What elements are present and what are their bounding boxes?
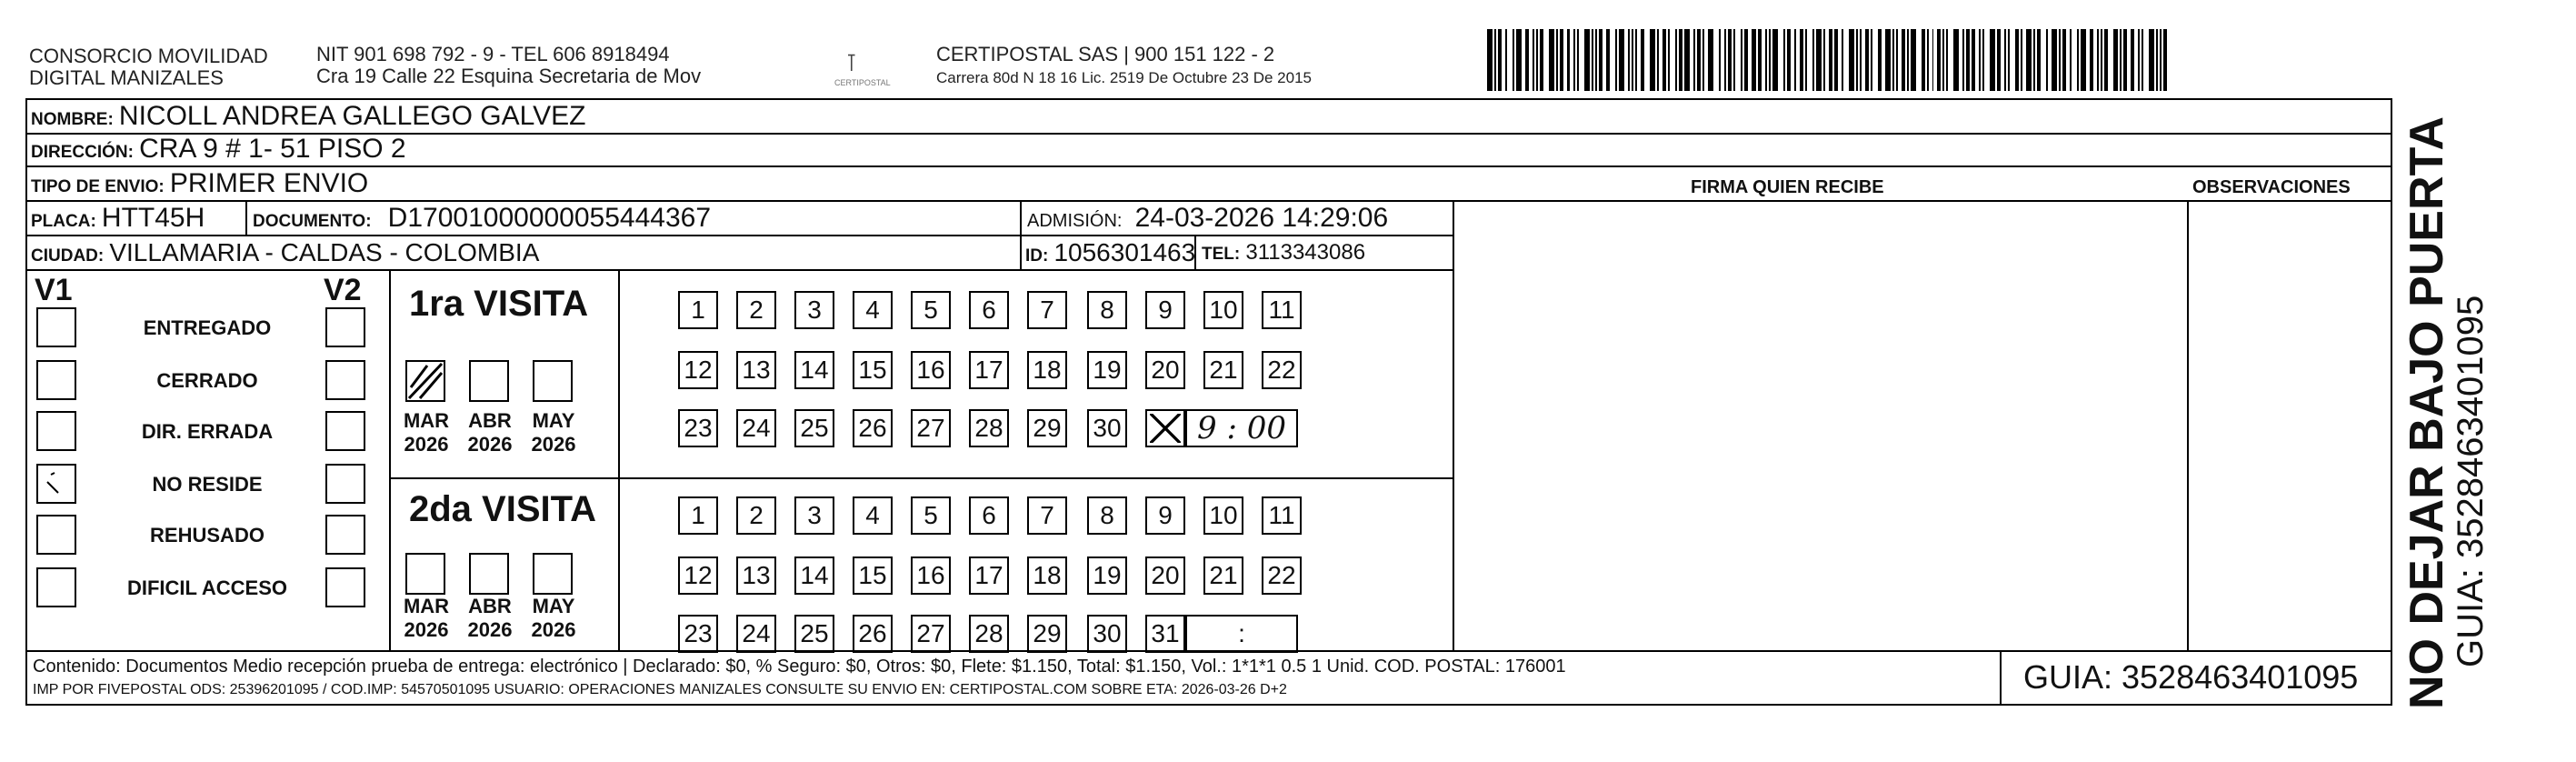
visit1-day-12[interactable]: 12: [678, 351, 718, 389]
visit1-day-3[interactable]: 3: [794, 291, 834, 329]
visit2-day-22[interactable]: 22: [1262, 556, 1302, 595]
visit1-day-20[interactable]: 20: [1145, 351, 1185, 389]
ciudad-field: [31, 238, 540, 267]
divider: [2000, 650, 2002, 705]
barcode-icon: [1487, 29, 2171, 91]
visit2-day-19[interactable]: 19: [1087, 556, 1127, 595]
divider: [389, 269, 391, 650]
footer-print-line: IMP POR FIVEPOSTAL ODS: 25396201095 / COD.IMP: 54570501095 USUARIO: OPERACIONES MANIZALES CONSULTE SU ENVIO EN: CERTIPOSTAL.COM SOBRE ETA: 2026-03-26 D+2: [33, 682, 1287, 697]
visit2-time-box[interactable]: :: [1185, 615, 1298, 653]
visit2-day-9[interactable]: 9: [1145, 496, 1185, 535]
tel-field: [1202, 242, 1365, 266]
visit2-day-29[interactable]: 29: [1027, 615, 1067, 653]
month-year: 2026: [531, 618, 576, 641]
documento-field: [253, 203, 712, 233]
visit2-day-31[interactable]: 31: [1145, 615, 1185, 653]
month-label: [460, 409, 520, 456]
v2-checkbox[interactable]: [325, 360, 365, 400]
nombre-label: NOMBRE:: [31, 110, 114, 129]
documento-value: D17001000000055444367: [387, 203, 712, 233]
visit2-day-3[interactable]: 3: [794, 496, 834, 535]
month-checkbox[interactable]: [405, 360, 445, 402]
month-checkbox[interactable]: [533, 360, 573, 402]
side-warning: [2400, 116, 2491, 709]
month-name: ABR: [468, 409, 512, 432]
visit1-day-10[interactable]: 10: [1203, 291, 1243, 329]
month-checkbox[interactable]: [469, 553, 509, 595]
id-field: [1025, 238, 1196, 267]
divider: [618, 269, 620, 650]
courier-license: Carrera 80d N 18 16 Lic. 2519 De Octubre 23 De 2015: [936, 69, 1312, 86]
tipo-envio-label: TIPO DE ENVIO:: [31, 177, 165, 196]
visit1-day-17[interactable]: 17: [969, 351, 1009, 389]
divider: [245, 200, 247, 235]
v1-checkbox[interactable]: [36, 464, 76, 504]
visit2-day-8[interactable]: 8: [1087, 496, 1127, 535]
visit1-day-19[interactable]: 19: [1087, 351, 1127, 389]
visit1-day-22[interactable]: 22: [1262, 351, 1302, 389]
placa-value: HTT45H: [101, 203, 205, 233]
placa-label: PLACA:: [31, 212, 96, 231]
direccion-value: CRA 9 # 1- 51 PISO 2: [139, 134, 406, 164]
month-label: [396, 595, 456, 642]
status-label: NO RESIDE: [152, 473, 263, 496]
id-label: ID:: [1025, 246, 1049, 266]
status-label: REHUSADO: [150, 524, 265, 546]
admision-field: [1027, 203, 1389, 233]
status-label: ENTREGADO: [143, 316, 272, 339]
v1-checkbox[interactable]: [36, 567, 76, 607]
visit1-day-2[interactable]: 2: [736, 291, 776, 329]
divider: [1453, 200, 1454, 650]
status-label: DIFICIL ACCESO: [126, 577, 287, 599]
placa-field: [31, 203, 205, 233]
divider: [389, 477, 1453, 479]
address-line: Cra 19 Calle 22 Esquina Secretaria de Mov: [316, 65, 702, 87]
visit1-day-11[interactable]: 11: [1262, 291, 1302, 329]
visit1-day-21[interactable]: 21: [1203, 351, 1243, 389]
visit1-day-9[interactable]: 9: [1145, 291, 1185, 329]
visit1-day-25[interactable]: 25: [794, 409, 834, 447]
divider: [27, 235, 1453, 236]
visit1-day-28[interactable]: 28: [969, 409, 1009, 447]
divider: [27, 165, 2391, 167]
no-dejar-bajo-puerta: NO DEJAR BAJO PUERTA: [2401, 115, 2453, 709]
delivery-form: [25, 98, 2392, 706]
admision-label: ADMISIÓN:: [1027, 211, 1123, 231]
divider: [27, 269, 1453, 271]
visit2-day-30[interactable]: 30: [1087, 615, 1127, 653]
month-checkbox[interactable]: [405, 553, 445, 595]
visit2-day-16[interactable]: 16: [911, 556, 951, 595]
v2-checkbox[interactable]: [325, 515, 365, 555]
visit1-day-15[interactable]: 15: [853, 351, 893, 389]
visit2-day-27[interactable]: 27: [911, 615, 951, 653]
visit1-day-31[interactable]: [1145, 409, 1185, 447]
tel-label: TEL:: [1202, 245, 1241, 264]
month-year: 2026: [404, 618, 449, 641]
status-label: CERRADO: [156, 369, 258, 392]
observaciones-header: OBSERVACIONES: [2192, 177, 2351, 197]
month-checkbox[interactable]: [533, 553, 573, 595]
visit1-day-5[interactable]: 5: [911, 291, 951, 329]
month-year: 2026: [531, 433, 576, 456]
visit1-day-27[interactable]: 27: [911, 409, 951, 447]
visit2-day-12[interactable]: 12: [678, 556, 718, 595]
visit2-day-18[interactable]: 18: [1027, 556, 1067, 595]
visit2-day-2[interactable]: 2: [736, 496, 776, 535]
month-name: MAY: [532, 595, 575, 617]
guia-number: GUIA: 3528463401095: [2023, 658, 2359, 696]
month-name: MAY: [532, 409, 575, 432]
month-name: ABR: [468, 595, 512, 617]
visit2-day-4[interactable]: 4: [853, 496, 893, 535]
visit2-day-28[interactable]: 28: [969, 615, 1009, 653]
v1-checkbox[interactable]: [36, 307, 76, 347]
month-year: 2026: [467, 618, 513, 641]
visit2-day-23[interactable]: 23: [678, 615, 718, 653]
visit1-day-23[interactable]: 23: [678, 409, 718, 447]
divider: [27, 200, 2391, 202]
month-label: [524, 409, 584, 456]
status-label: DIR. ERRADA: [141, 420, 274, 443]
visit1-day-16[interactable]: 16: [911, 351, 951, 389]
visit2-day-1[interactable]: 1: [678, 496, 718, 535]
month-name: MAR: [403, 409, 450, 432]
visit1-day-4[interactable]: 4: [853, 291, 893, 329]
divider: [1020, 200, 1022, 269]
month-label: [396, 409, 456, 456]
visit1-day-8[interactable]: 8: [1087, 291, 1127, 329]
courier-name: CERTIPOSTAL SAS | 900 151 122 - 2: [936, 43, 1275, 65]
direccion-row: [31, 134, 406, 164]
nit-line: NIT 901 698 792 - 9 - TEL 606 8918494: [316, 43, 670, 65]
month-year: 2026: [467, 433, 513, 456]
visit1-day-29[interactable]: 29: [1027, 409, 1067, 447]
divider: [2391, 100, 2392, 650]
visit2-day-25[interactable]: 25: [794, 615, 834, 653]
admision-value: 24-03-2026 14:29:06: [1134, 203, 1389, 233]
visit2-day-10[interactable]: 10: [1203, 496, 1243, 535]
visit1-day-6[interactable]: 6: [969, 291, 1009, 329]
v2-checkbox[interactable]: [325, 464, 365, 504]
v2-checkbox[interactable]: [325, 307, 365, 347]
company-name-line1: CONSORCIO MOVILIDAD: [29, 45, 268, 67]
month-name: MAR: [403, 595, 450, 617]
visit1-title: 1ra VISITA: [409, 284, 589, 324]
id-value: 1056301463: [1053, 238, 1196, 266]
tipo-envio-value: PRIMER ENVIO: [169, 168, 369, 198]
visit1-day-26[interactable]: 26: [853, 409, 893, 447]
v2-header: V2: [324, 273, 362, 307]
month-checkbox[interactable]: [469, 360, 509, 402]
ciudad-label: CIUDAD:: [31, 246, 105, 266]
visit1-day-18[interactable]: 18: [1027, 351, 1067, 389]
visit2-day-6[interactable]: 6: [969, 496, 1009, 535]
visit2-day-14[interactable]: 14: [794, 556, 834, 595]
v1-header: V1: [35, 273, 73, 307]
visit2-day-13[interactable]: 13: [736, 556, 776, 595]
visit2-day-20[interactable]: 20: [1145, 556, 1185, 595]
courier-logo-icon: ⊺: [845, 49, 858, 76]
v2-checkbox[interactable]: [325, 411, 365, 451]
firma-header: FIRMA QUIEN RECIBE: [1691, 177, 1884, 197]
ciudad-value: VILLAMARIA - CALDAS - COLOMBIA: [109, 238, 540, 266]
courier-logo-caption: CERTIPOSTAL: [834, 78, 891, 87]
v1-checkbox[interactable]: [36, 515, 76, 555]
nombre-row: [31, 101, 586, 131]
visit1-time-box[interactable]: 9 : 00: [1185, 409, 1298, 447]
v1-checkbox[interactable]: [36, 360, 76, 400]
visit2-day-7[interactable]: 7: [1027, 496, 1067, 535]
month-label: [524, 595, 584, 642]
visit1-day-14[interactable]: 14: [794, 351, 834, 389]
visit2-day-5[interactable]: 5: [911, 496, 951, 535]
month-year: 2026: [404, 433, 449, 456]
v2-checkbox[interactable]: [325, 567, 365, 607]
visit2-title: 2da VISITA: [409, 489, 596, 529]
side-guia-number: GUIA: 3528463401095: [2451, 295, 2491, 667]
visit1-day-1[interactable]: 1: [678, 291, 718, 329]
visit2-day-15[interactable]: 15: [853, 556, 893, 595]
visit2-day-11[interactable]: 11: [1262, 496, 1302, 535]
v1-checkbox[interactable]: [36, 411, 76, 451]
nombre-value: NICOLL ANDREA GALLEGO GALVEZ: [118, 101, 586, 131]
tel-value: 3113343086: [1245, 240, 1366, 265]
visit2-day-17[interactable]: 17: [969, 556, 1009, 595]
company-name-line2: DIGITAL MANIZALES: [29, 66, 224, 89]
visit2-day-24[interactable]: 24: [736, 615, 776, 653]
tipo-envio-row: [31, 168, 369, 198]
divider: [2187, 200, 2189, 650]
documento-label: DOCUMENTO:: [253, 212, 372, 231]
visit1-day-30[interactable]: 30: [1087, 409, 1127, 447]
visit1-day-7[interactable]: 7: [1027, 291, 1067, 329]
visit2-day-21[interactable]: 21: [1203, 556, 1243, 595]
direccion-label: DIRECCIÓN:: [31, 143, 134, 162]
month-label: [460, 595, 520, 642]
footer-content-line: Contenido: Documentos Medio recepción prueba de entrega: electrónico | Declarado: $0, % Seguro: $0, Otros: $0, Flete: $1.150, Total: $1.150, Vol.: 1*1*1 0.5 1 Unid. COD. POSTAL: 176001: [33, 657, 1566, 677]
visit1-day-13[interactable]: 13: [736, 351, 776, 389]
visit1-day-24[interactable]: 24: [736, 409, 776, 447]
visit2-day-26[interactable]: 26: [853, 615, 893, 653]
